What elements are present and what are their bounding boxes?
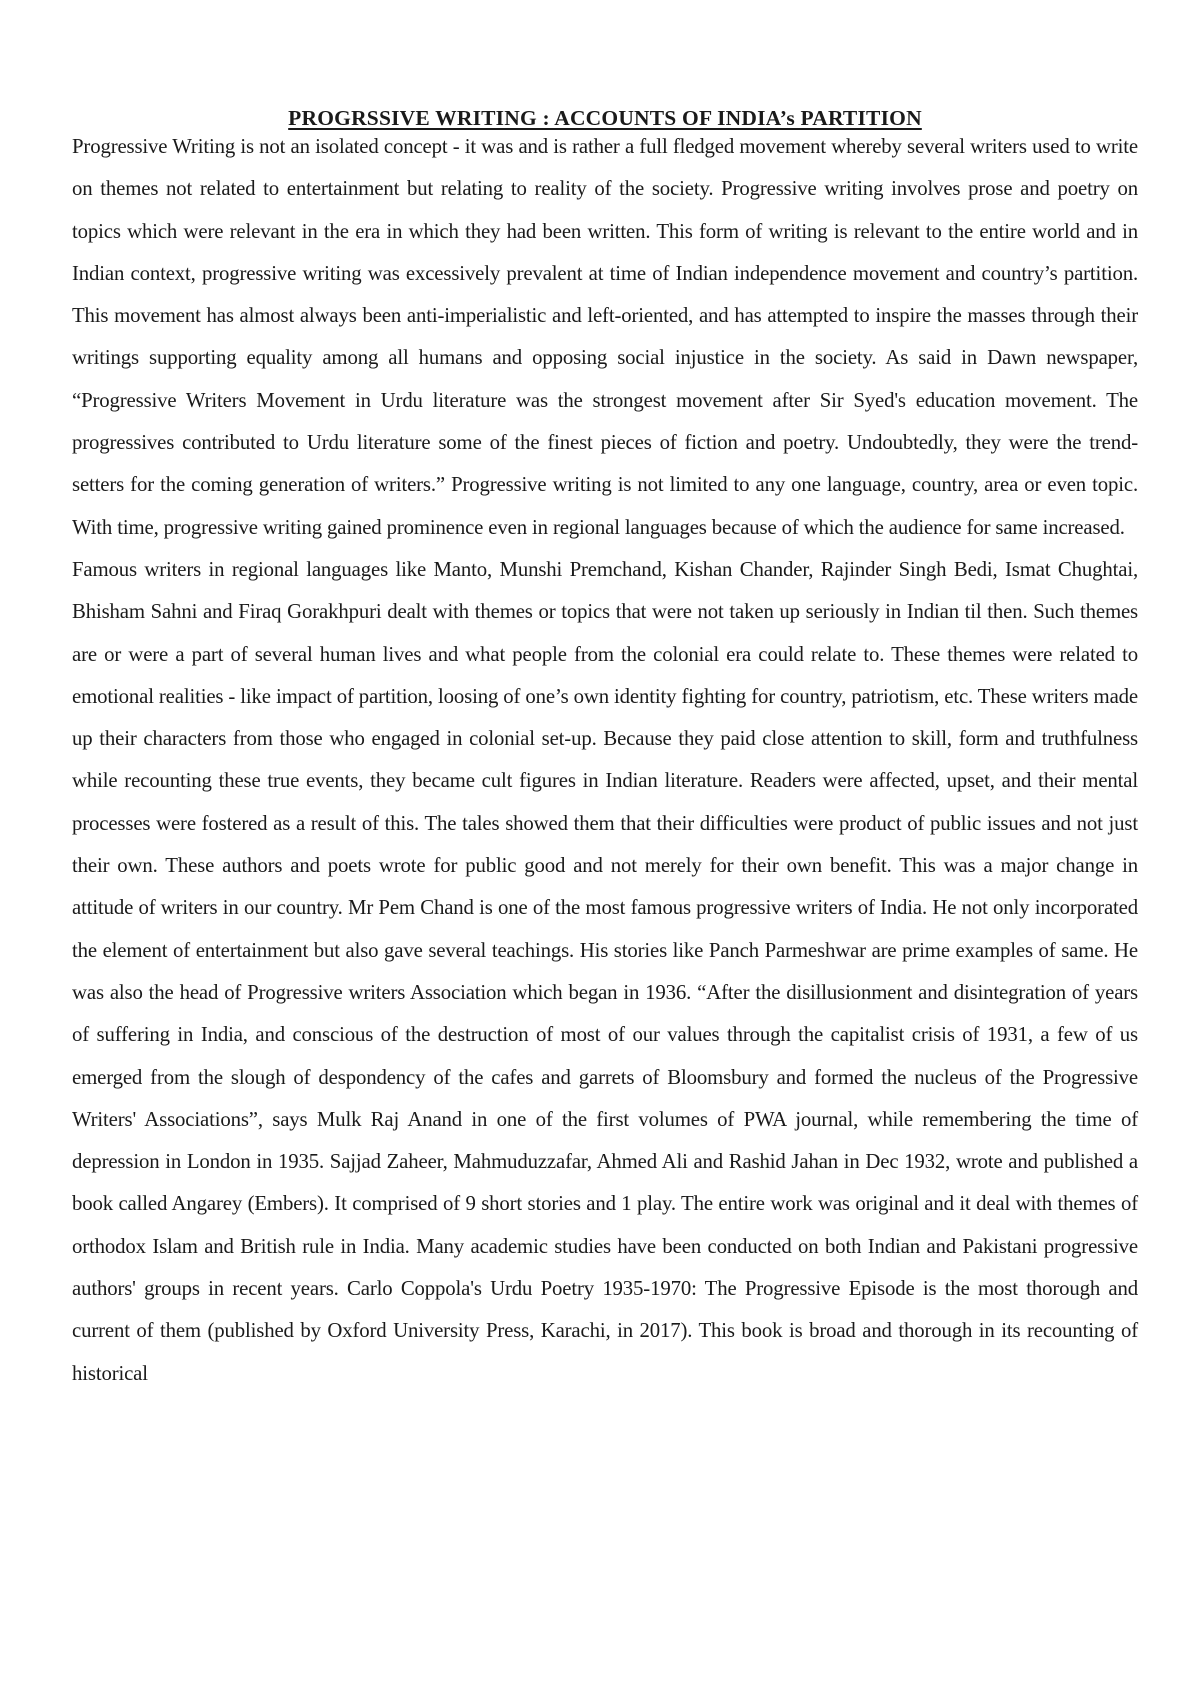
document-body [72, 104, 1138, 1395]
paragraph: Famous writers in regional languages like Manto, Munshi Premchand, Kishan Chander, Rajinder Singh Bedi, Ismat Chughtai, Bhisham Sahni and Firaq Gorakhpuri dealt with themes or topics that were not taken up seriously in Indian til then. Such themes are or were a part of several human lives and what people from the colonial era could relate to. These themes were related to emotional realities - like impact of partition, loosing of one’s own identity fighting for country, patriotism, etc. These writers made up their characters from those who engaged in colonial set-up. Because they paid close attention to skill, form and truthfulness while recounting these true events, they became cult figures in Indian literature. Readers were affected, upset, and their mental processes were fostered as a result of this. The tales showed them that their difficulties were product of public issues and not just their own. These authors and poets wrote for public good and not merely for their own benefit. This was a major change in attitude of writers in our country. Mr Pem Chand is one of the most famous progressive writers of India. He not only incorporated the element of entertainment but also gave several teachings. His stories like Panch Parmeshwar are prime examples of same. He was also the head of Progressive writers Association which began in 1936. “After the disillusionment and disintegration of years of suffering in India, and conscious of the destruction of most of our values through the capitalist crisis of 1931, a few of us emerged from the slough of despondency of the cafes and garrets of Bloomsbury and formed the nucleus of the Progressive Writers' Associations”, says Mulk Raj Anand in one of the first volumes of PWA journal, while remembering the time of depression in London in 1935. Sajjad Zaheer, Mahmuduzzafar, Ahmed Ali and Rashid Jahan in Dec 1932, wrote and published a book called Angarey (Embers). It comprised of 9 short stories and 1 play. The entire work was original and it deal with themes of orthodox Islam and British rule in India. Many academic studies have been conducted on both Indian and Pakistani progressive authors' groups in recent years. Carlo Coppola's Urdu Poetry 1935-1970: The Progressive Episode is the most thorough and current of them (published by Oxford University Press, Karachi, in 2017). This book is broad and thorough in its recounting of historical [72, 557, 1138, 1385]
document-title: PROGRSSIVE WRITING : ACCOUNTS OF INDIA’s PARTITION [288, 106, 922, 130]
paragraph: Progressive Writing is not an isolated concept - it was and is rather a full fledged movement whereby several writers used to write on themes not related to entertainment but relating to reality of the society. Progressive writing involves prose and poetry on topics which were relevant in the era in which they had been written. This form of writing is relevant to the entire world and in Indian context, progressive writing was excessively prevalent at time of Indian independence movement and country’s partition. This movement has almost always been anti-imperialistic and left-oriented, and has attempted to inspire the masses through their writings supporting equality among all humans and opposing social injustice in the society. As said in Dawn newspaper, “Progressive Writers Movement in Urdu literature was the strongest movement after Sir Syed's education movement. The progressives contributed to Urdu literature some of the finest pieces of fiction and poetry. Undoubtedly, they were the trend-setters for the coming generation of writers.” Progressive writing is not limited to any one language, country, area or even topic. With time, progressive writing gained prominence even in regional languages because of which the audience for same increased. [72, 135, 1138, 539]
